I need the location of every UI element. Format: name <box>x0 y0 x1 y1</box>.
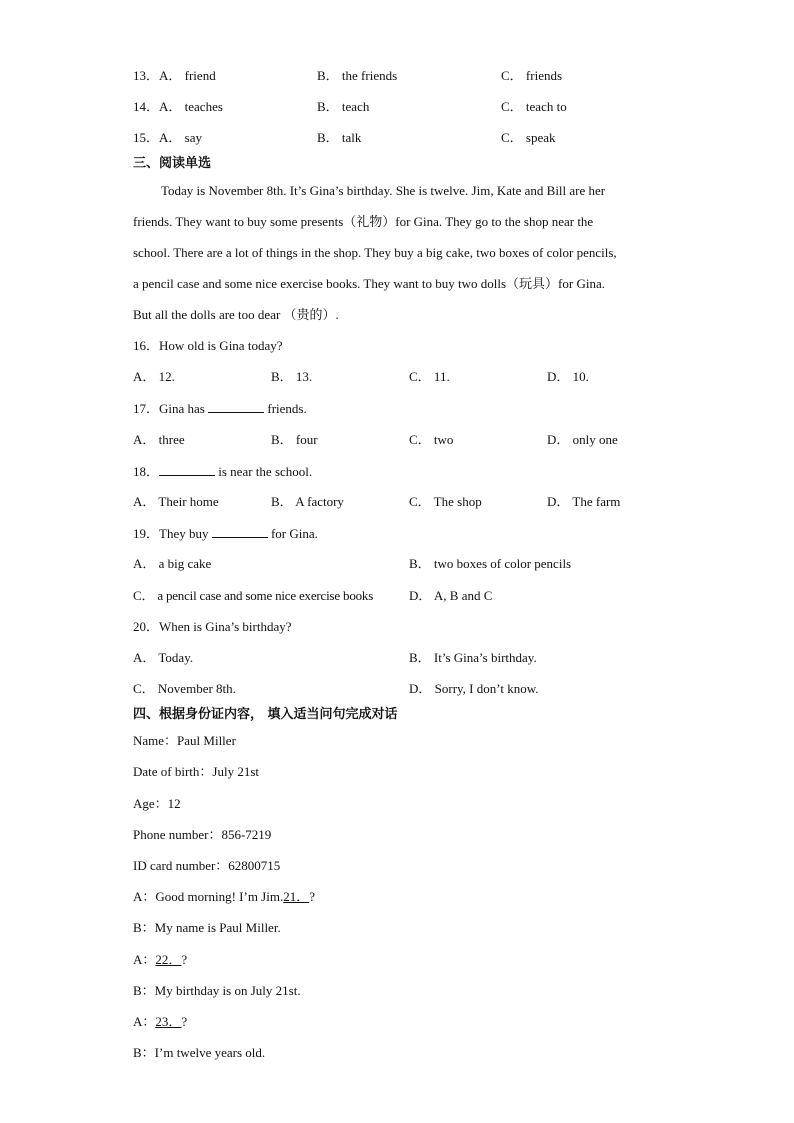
id-card-age: Age：12 <box>133 796 181 811</box>
passage-line: a pencil case and some nice exercise books. They want to buy two dolls（玩具）for Gina. <box>133 276 605 291</box>
section-4-title: 四、根据身份证内容， 填入适当问句完成对话 <box>133 707 398 722</box>
question-19-option-a: A． a big cake <box>133 556 212 571</box>
question-17-option-d: D． only one <box>547 432 618 447</box>
question-13-option-c: C． friends <box>501 68 563 83</box>
question-20-option-d: D． Sorry, I don’t know. <box>409 681 539 696</box>
answer-blank <box>159 463 215 476</box>
question-18-option-a: A． Their home <box>133 494 219 509</box>
question-19-stem: 19．They buy for Gina. <box>133 526 318 541</box>
question-20-option-c: C． November 8th. <box>133 681 236 696</box>
id-card-date-of-birth: Date of birth：July 21st <box>133 764 260 779</box>
passage-line: Today is November 8th. It’s Gina’s birthday. She is twelve. Jim, Kate and Bill are her <box>161 183 606 198</box>
question-18-stem: 18． is near the school. <box>133 464 313 479</box>
question-17-option-b: B． four <box>271 432 318 447</box>
question-20-option-b: B． It’s Gina’s birthday. <box>409 650 537 665</box>
passage-line: friends. They want to buy some presents（礼物）for Gina. They go to the shop near the <box>133 214 594 229</box>
passage-line: school. There are a lot of things in the shop. They buy a big cake, two boxes of color pencils, <box>133 245 617 260</box>
question-17-option-c: C． two <box>409 432 454 447</box>
question-14-option-a: 14．A． teaches <box>133 99 223 114</box>
question-14-option-b: B． teach <box>317 99 370 114</box>
question-16-option-b: B． 13. <box>271 369 313 384</box>
question-13-option-a: 13．A． friend <box>133 68 216 83</box>
dialogue-line-a3: A：23．? <box>133 1014 188 1029</box>
passage-line: But all the dolls are too dear （贵的）. <box>133 307 339 322</box>
id-card-name: Name：Paul Miller <box>133 733 236 748</box>
blank-23: 23． <box>155 1014 182 1029</box>
question-17-stem: 17．Gina has friends. <box>133 401 307 416</box>
question-16-option-c: C． 11. <box>409 369 450 384</box>
id-card-number: ID card number：62800715 <box>133 858 281 873</box>
section-3-title: 三、阅读单选 <box>133 156 212 171</box>
question-19-option-b: B． two boxes of color pencils <box>409 556 572 571</box>
question-18-option-d: D． The farm <box>547 494 621 509</box>
dialogue-line-b3: B：I’m twelve years old. <box>133 1045 266 1060</box>
question-16-option-a: A． 12. <box>133 369 175 384</box>
question-15-option-b: B． talk <box>317 130 362 145</box>
dialogue-line-b2: B：My birthday is on July 21st. <box>133 983 301 998</box>
question-16-stem: 16．How old is Gina today? <box>133 338 283 353</box>
question-18-option-c: C． The shop <box>409 494 482 509</box>
answer-blank <box>212 525 268 538</box>
question-16-option-d: D． 10. <box>547 369 589 384</box>
id-card-phone: Phone number：856-7219 <box>133 827 272 842</box>
question-20-stem: 20．When is Gina’s birthday? <box>133 619 292 634</box>
blank-21: 21． <box>283 889 310 904</box>
question-14-option-c: C． teach to <box>501 99 567 114</box>
question-13-option-b: B． the friends <box>317 68 398 83</box>
question-20-option-a: A． Today. <box>133 650 194 665</box>
question-17-option-a: A． three <box>133 432 185 447</box>
question-15-option-c: C． speak <box>501 130 556 145</box>
answer-blank <box>208 400 264 413</box>
blank-22: 22． <box>155 952 182 967</box>
question-19-option-d: D． A, B and C <box>409 588 493 603</box>
dialogue-line-a1: A：Good morning! I’m Jim.21．? <box>133 889 316 904</box>
dialogue-line-b1: B：My name is Paul Miller. <box>133 920 281 935</box>
question-19-option-c: C． a pencil case and some nice exercise books <box>133 588 374 603</box>
question-18-option-b: B． A factory <box>271 494 344 509</box>
question-15-option-a: 15．A． say <box>133 130 202 145</box>
dialogue-line-a2: A：22．? <box>133 952 188 967</box>
